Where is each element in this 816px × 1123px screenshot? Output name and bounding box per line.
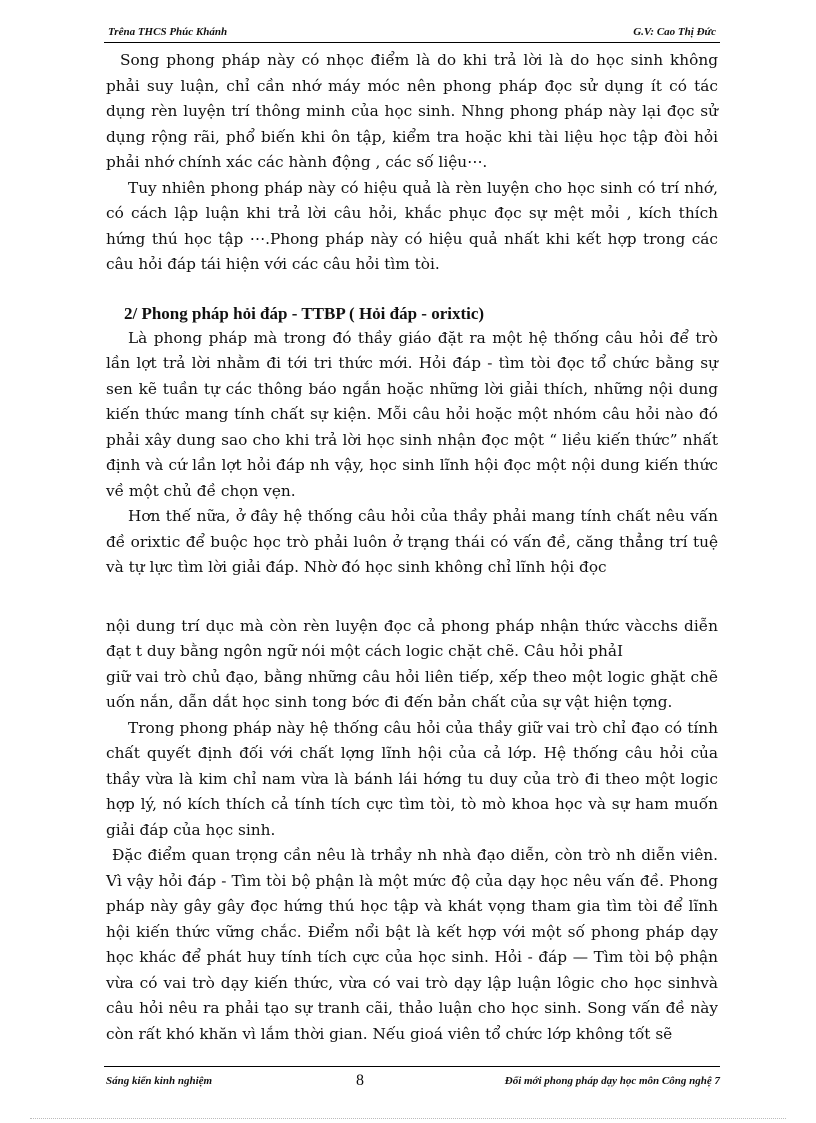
page-number: 8 bbox=[356, 1072, 364, 1089]
paragraph: Song phong pháp này có nhọc điểm là do khi trả lời là do học sinh không phải suy luận, chỉ cần nhớ máy móc nên phong pháp đọc sử dụng ít có tác dụng rèn luyện trí thông minh của học sinh. Nhng phong pháp này lại đọc sử dụng rộng rãi, phổ biến khi ôn tập, kiểm tra hoặc khi tài liệu học tập đòi hỏi phải nhớ chính xác các hành động , các số liệu⋯. bbox=[106, 51, 718, 171]
page-gap bbox=[106, 581, 718, 614]
footer-right: Đổi mới phong pháp dạy học môn Công nghệ 7 bbox=[504, 1075, 720, 1087]
paragraph: giữ vai trò chủ đạo, bằng những câu hỏi liên tiếp, xếp theo một logic ghặt chẽ uốn nắn, dẫn dắt học sinh tong bớc đi đến bản chất của sự vật hiện tợng. bbox=[106, 667, 718, 711]
paragraph: Đặc điểm quan trọng cần nêu là trhầy nh nhà đạo diễn, còn trò nh diễn viên. Vì vậy hỏi đáp - Tìm tòi bộ phận là một mức độ của dạy học nêu vấn đề. Phong pháp này gây gây đọc hứng thú học tập và khát vọng tham gia tìm tòi để lĩnh hội kiến thức vững chắc. Điểm nổi bật là kết hợp với một số phong pháp dạy học khác để phát huy tính tích cực của học sinh. Hỏi - đáp — Tìm tòi bộ phận vừa có vai trò dạy kiến thức, vừa có vai trò dạy lập luận lôgic cho học sinhvà câu hỏi nêu ra phải tạo sự tranh cãi, thảo luận cho học sinh. Song vấn đề này còn rất khó khăn vì lắm thời gian. Nếu gioá viên tổ chức lớp không tốt sẽ bbox=[106, 846, 718, 1043]
header-rule bbox=[104, 42, 720, 43]
paragraph: nội dung trí dục mà còn rèn luyện đọc cả phong pháp nhận thức vàcchs diễn đạt t duy bằng ngôn ngữ nói một cách logic chặt chẽ. Câu hỏi phảI bbox=[106, 616, 718, 660]
page-edge-dots bbox=[30, 1118, 786, 1119]
document-body bbox=[106, 48, 718, 1047]
footer-left: Sáng kiến kinh nghiệm bbox=[106, 1075, 213, 1087]
footer-rule bbox=[104, 1066, 720, 1067]
page-header bbox=[108, 26, 716, 42]
page-footer bbox=[106, 1072, 720, 1090]
paragraph: Hơn thế nữa, ở đây hệ thống câu hỏi của thầy phải mang tính chất nêu vấn đề orixtic để buộc học trò phải luôn ở trạng thái có vấn đề, căng thẳng trí tuệ và tự lực tìm lời giải đáp. Nhờ đó học sinh không chỉ lĩnh hội đọc bbox=[106, 507, 718, 576]
paragraph: Là phong pháp mà trong đó thầy giáo đặt ra một hệ thống câu hỏi để trò lần lợt trả lời nhằm đi tới tri thức mới. Hỏi đáp - tìm tòi đọc tổ chức bằng sự sen kẽ tuần tự các thông báo ngắn hoặc những lời giải thích, những nội dung kiến thức mang tính chất sự kiện. Mỗi câu hỏi hoặc một nhóm câu hỏi nào đó phải xây dung sao cho khi trả lời học sinh nhận đọc một “ liều kiến thức” nhất định và cứ lần lợt hỏi đáp nh vậy, học sinh lĩnh hội đọc một nội dung kiến thức về một chủ đề chọn vẹn. bbox=[106, 328, 718, 500]
section-heading: 2/ Phong pháp hỏi đáp - TTBP ( Hỏi đáp - orixtic) bbox=[124, 303, 485, 323]
paragraph: Trong phong pháp này hệ thống câu hỏi của thầy giữ vai trò chỉ đạo có tính chất quyết định đối với chất lợng lĩnh hội của cả lớp. Hệ thống câu hỏi của thầy vừa là kim chỉ nam vừa là bánh lái hớng tu duy của trò đi theo một logic hợp lý, nó kích thích cả tính tích cực tìm tòi, tò mò khoa học và sự ham muốn giải đáp của học sinh. bbox=[106, 718, 718, 839]
header-teacher: G.V: Cao Thị Đức bbox=[633, 26, 716, 38]
paragraph: Tuy nhiên phong pháp này có hiệu quả là rèn luyện cho học sinh có trí nhớ, có cách lập luận khi trả lời câu hỏi, khắc phục đọc sự mệt mỏi , kích thích hứng thú học tập ⋯.Phong pháp này có hiệu quả nhất khi kết hợp trong các câu hỏi đáp tái hiện với các câu hỏi tìm tòi. bbox=[106, 178, 718, 273]
header-school: Trêna THCS Phúc Khánh bbox=[108, 26, 228, 38]
